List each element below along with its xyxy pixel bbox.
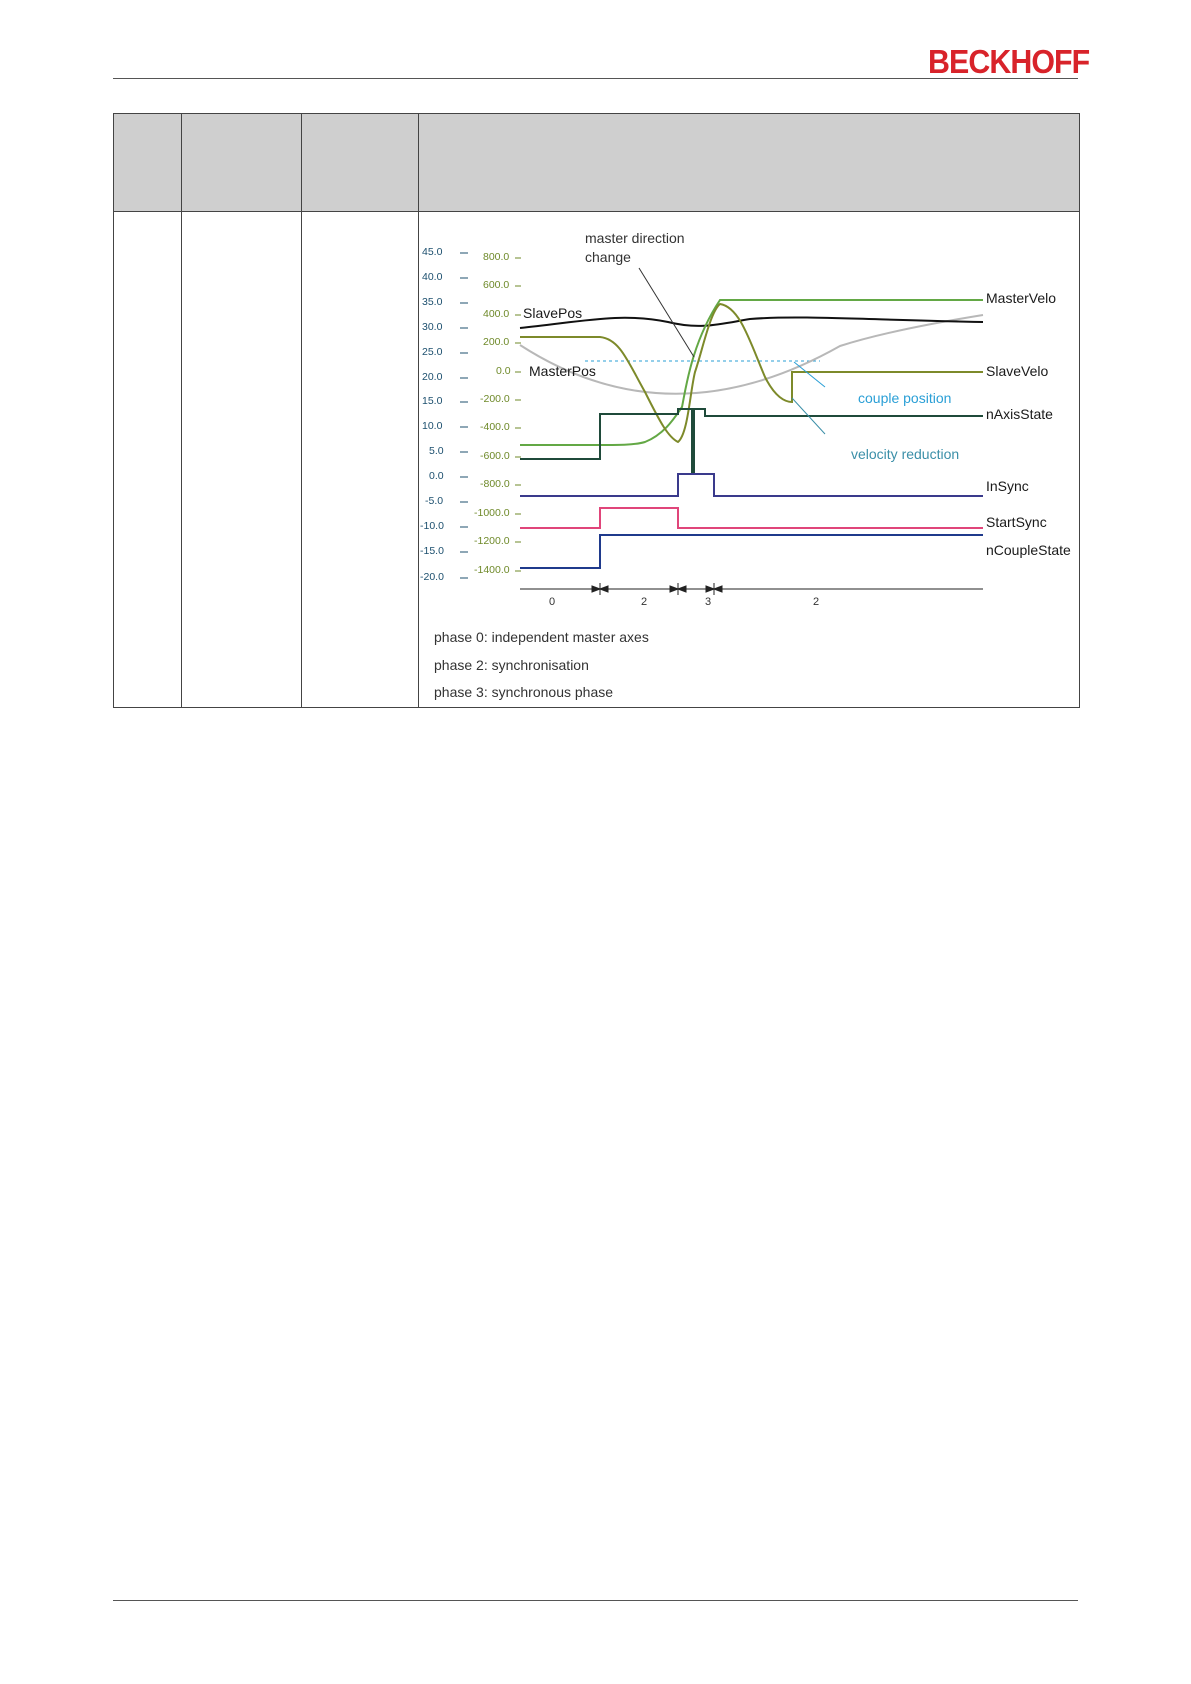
left-axis-tick: 15.0 [422,395,443,407]
left-axis-tick: -10.0 [420,520,444,532]
timing-diagram [420,212,1080,706]
right-axis-ticks [515,258,521,571]
left-axis-tick: 25.0 [422,346,443,358]
insync-label: InSync [986,478,1029,494]
slave-pos-curve [520,317,983,328]
couple-position-pointer [794,362,825,387]
left-axis-tick: -20.0 [420,571,444,583]
row-cell-2 [182,212,302,708]
beckhoff-logo: BECKHOFF [928,43,1090,80]
right-axis-tick: 400.0 [483,308,510,320]
header-rule [113,78,1078,79]
row-cell-3 [302,212,419,708]
master-velo-label: MasterVelo [986,290,1057,306]
footer-rule [113,1600,1078,1601]
startsync-trace [520,508,983,528]
direction-change-pointer [639,268,694,357]
left-axis-tick: 45.0 [422,246,443,258]
velocity-reduction-annotation: velocity reduction [851,446,960,462]
right-axis-tick: -1400.0 [474,564,510,576]
phase-note: phase 3: synchronous phase [434,684,614,700]
row-cell-1 [114,212,182,708]
left-axis-tick: 40.0 [422,271,443,283]
phase-timeline [520,583,983,595]
left-axis-tick: 30.0 [422,321,443,333]
left-axis-tick: 5.0 [429,445,444,457]
phase-segment-label: 3 [705,596,712,608]
phase-note: phase 2: synchronisation [434,657,589,673]
direction-change-annotation: master direction [585,230,685,246]
left-axis-tick: 20.0 [422,371,443,383]
ncouple-state-label: nCoupleState [986,542,1071,558]
ncouple-state-trace [520,535,983,568]
header-cell-1 [114,114,182,212]
right-axis-tick: -400.0 [480,421,510,433]
right-axis-tick: -1000.0 [474,507,510,519]
left-axis-tick: -15.0 [420,545,444,557]
right-axis-tick: -200.0 [480,393,510,405]
naxis-state-label: nAxisState [986,406,1053,422]
phase-note: phase 0: independent master axes [434,629,649,645]
right-axis-tick: -1200.0 [474,535,510,547]
naxis-state-trace [520,409,983,474]
slave-pos-label: SlavePos [523,305,583,321]
phase-segment-label: 0 [549,596,556,608]
left-axis-tick: 0.0 [429,470,444,482]
slave-velo-label: SlaveVelo [986,363,1049,379]
master-pos-curve [520,315,983,394]
left-axis-tick: 10.0 [422,420,443,432]
right-axis-tick: -600.0 [480,450,510,462]
header-cell-3 [302,114,419,212]
phase-segment-label: 2 [641,596,648,608]
direction-change-annotation: change [585,249,631,265]
table-header-row [114,114,1080,212]
phase-segment-label: 2 [813,596,820,608]
master-pos-label: MasterPos [529,363,596,379]
header-cell-4 [419,114,1080,212]
right-axis-tick: 600.0 [483,279,510,291]
right-axis-tick: -800.0 [480,478,510,490]
header-cell-2 [182,114,302,212]
startsync-label: StartSync [986,514,1047,530]
left-axis-tick: 35.0 [422,296,443,308]
couple-position-annotation: couple position [858,390,952,406]
left-axis-tick: -5.0 [425,495,444,507]
right-axis-tick: 200.0 [483,336,510,348]
right-axis-tick: 800.0 [483,251,510,263]
insync-trace [520,474,983,496]
left-axis-ticks [460,253,468,578]
right-axis-tick: 0.0 [496,365,511,377]
